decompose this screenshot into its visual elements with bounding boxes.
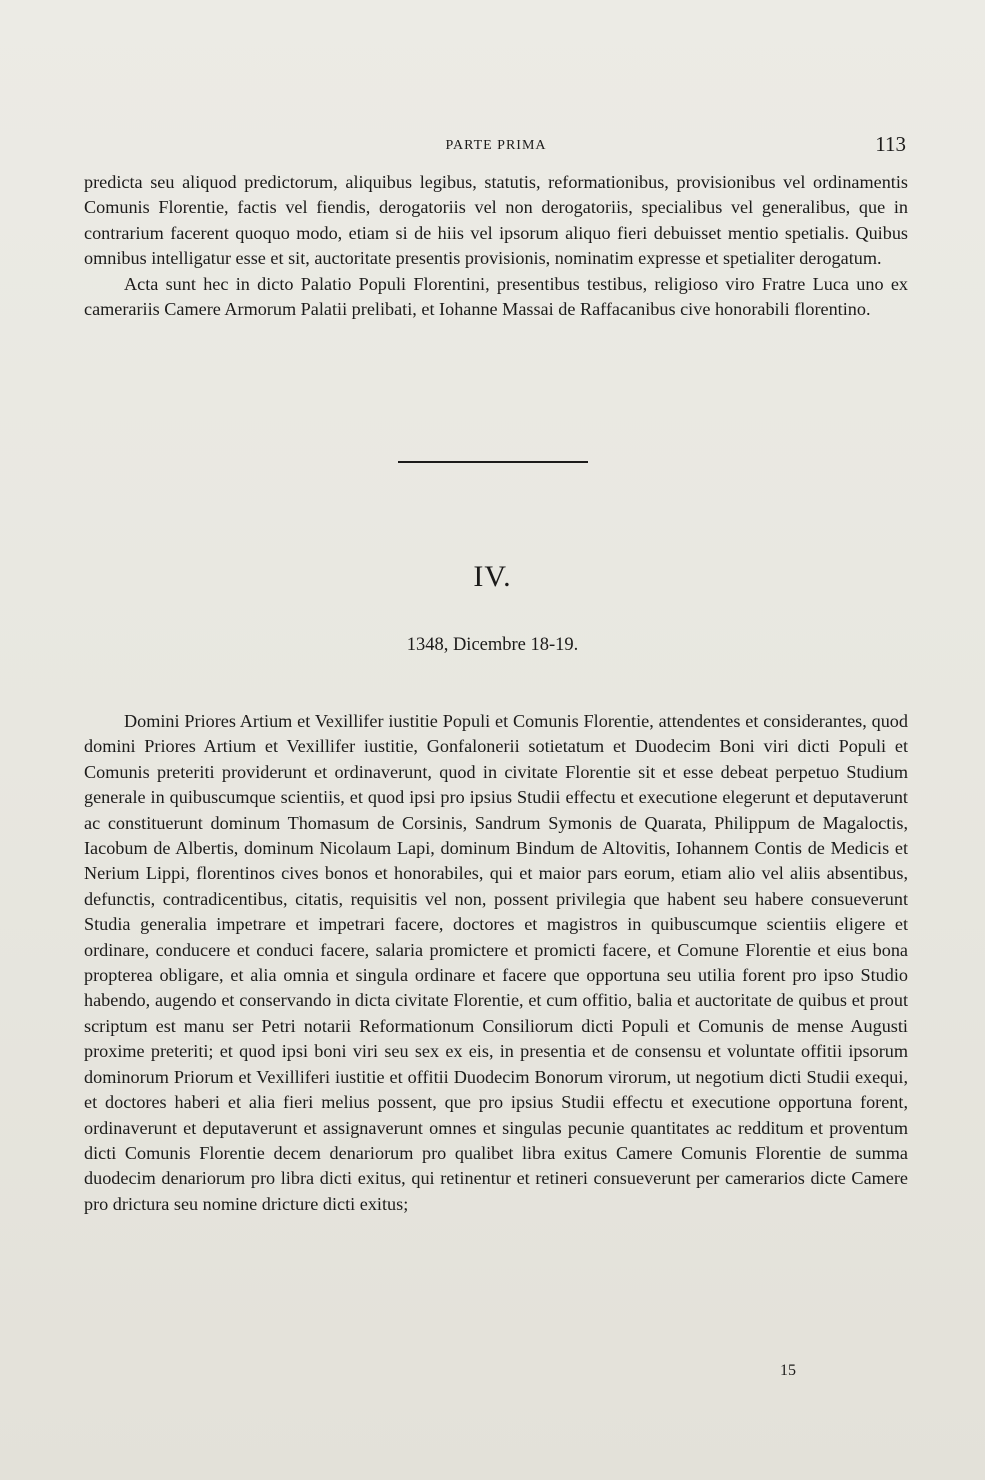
section-divider: [398, 461, 588, 463]
signature-mark: 15: [780, 1362, 796, 1379]
document-text: [84, 709, 908, 1217]
document-date: 1348, Dicembre 18-19.: [406, 635, 579, 655]
paragraph: Acta sunt hec in dicto Palatio Populi Florentini, presentibus testibus, religioso viro Fratre Luca uno ex camerariis Camere Armorum Palatii prelibati, et Iohanne Massai de Raffacanibus cive honorabili florentino.: [84, 273, 908, 320]
page-number: 113: [875, 132, 906, 156]
document-number: IV.: [473, 560, 512, 593]
paragraph: predicta seu aliquod predictorum, aliquibus legibus, statutis, reformationibus, provisionibus vel ordinamentis Comunis Florentie, factis vel fiendis, derogatoriis vel non derogatoriis, specialibus vel generalibus, que in contrarium facerent quoquo modo, etiam si de hiis vel ipsorum aliquo fieri debuisset mentio spetialis. Quibus omnibus intelligatur esse et sit, auctoritate presentis provisionis, nominatim expresse et spetialiter derogatum.: [84, 172, 908, 269]
paragraph: Domini Priores Artium et Vexillifer iustitie Populi et Comunis Florentie, attendentes et considerantes, quod domini Priores Artium et Vexillifer iustitie, Gonfalonerii sotietatum et Duodecim Boni viri dicti Populi et Comunis preteriti providerunt et ordinaverunt, quod in civitate Florentie sit et esse debeat perpetuo Studium generale in quibuscumque scientiis, et quod ipsi pro ipsius Studii effectu et executione elegerunt et deputaverunt ac constituerunt dominum Thomasum de Corsinis, Sandrum Symonis de Quarata, Philippum de Magaloctis, Iacobum de Albertis, dominum Nicolaum Lapi, dominum Bindum de Altovitis, Iohannem Contis de Medicis et Nerium Lippi, florentinos cives bonos et honorabiles, qui et maior pars eorum, etiam alio vel aliis absentibus, defunctis, contradicentibus, citatis, requisitis vel non, possent privilegia que habent seu habere consueverunt Studia generalia impetrare et impetrari facere, doctores et magistros in quibuscumque scientiis eligere et ordinare, conducere et conduci facere, salaria promictere et promicti facere, et Comune Florentie et eius bona propterea obligare, et alia omnia et singula ordinare et facere que opportuna seu utilia forent pro ipso Studio habendo, augendo et conservando in dicta civitate Florentie, et cum offitio, balia et auctoritate de quibus et prout scriptum est manu ser Petri notarii Reformationum Consiliorum dicti Populi et Comunis de mense Augusti proxime preteriti; et quod ipsi boni viri seu sex ex eis, in presentia et de consensu et voluntate offitii ipsorum dominorum Priorum et Vexilliferi iustitie et offitii Duodecim Bonorum virorum, ut negotium dicti Studii exequi, et doctores haberi et alia fieri melius possent, que pro ipsius Studii effectu et executione opportuna forent, ordinaverunt et deputaverunt et assignaverunt omnes et singulas pecunie quantitates ac redditum et proventum dicti Comunis Florentie decem denariorum pro qualibet libra exitus Camere Comunis Florentie de summa duodecim denariorum pro libra dicti exitus, qui retinentur et retineri consueverunt per camerarios dicte Camere pro drictura seu nomine dricture dicti exitus;: [84, 711, 908, 1214]
page-header: [84, 132, 908, 162]
running-title: PARTE PRIMA: [445, 138, 547, 153]
continuation-text: [84, 170, 908, 322]
